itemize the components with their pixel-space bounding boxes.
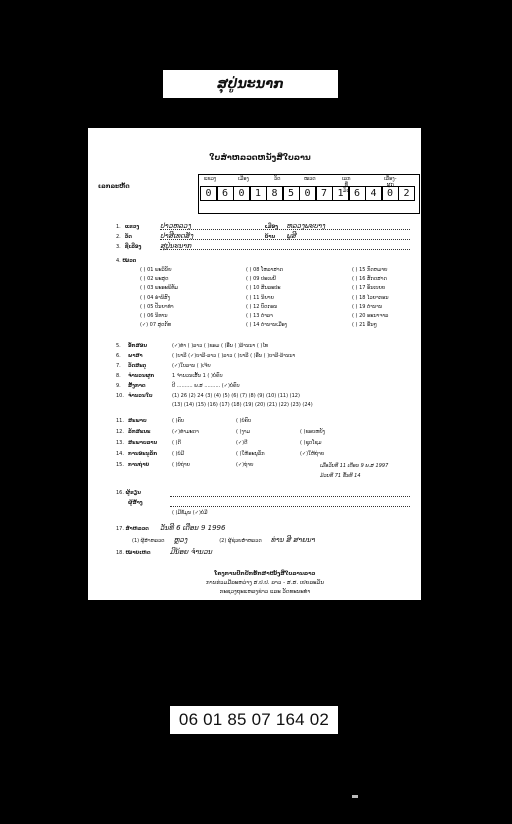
survey-row-num: 17. [116, 526, 124, 532]
field-value-2: ຫລວງພະບາງ [286, 222, 326, 230]
author-options: ( )ມີຂໍ້ມູນ (✓)ບໍ່ມີ [172, 510, 208, 516]
creator-line [170, 506, 410, 507]
field-value-2: ພູສີ [286, 232, 297, 240]
field-value: ສຸປູ່ນະນາກ [160, 242, 192, 250]
attribute-label: ຈໍານວນໃບ [128, 393, 153, 399]
author-line [170, 496, 410, 497]
author-row [116, 490, 141, 496]
field-value: ປາວຫລວງ [160, 222, 192, 230]
id-header-2: ວັດ [274, 176, 281, 182]
id-header-5: ເລື່ອງ-ຜູກ [384, 176, 397, 188]
id-digit-box: 4 [365, 186, 382, 201]
attribute-num: 9. [116, 383, 121, 389]
attribute-label: ອັກສອນ [128, 343, 147, 349]
survey-row [116, 524, 225, 532]
id-header-3: ໝວດ [304, 176, 316, 182]
field-line [160, 239, 410, 240]
category-option: ( ) 12 ບົດກອນ [246, 303, 278, 310]
form-title: ໃບສໍາຫລວດຫນັງສືໃບລານ [209, 153, 311, 162]
id-digit-box: 0 [233, 186, 250, 201]
id-header-4: ເລກທີ່ມັດ [342, 176, 351, 194]
condition-option: ( )ບໍ່ມີ [172, 451, 185, 457]
condition-option: (✓)ທໍາມະດາ [172, 429, 199, 435]
attribute-label: ສັງກາດ [128, 383, 146, 389]
condition-option: ( )ດີ [172, 440, 181, 446]
attribute-row-6 [116, 353, 295, 359]
remark-label: ໝາຍເຫດ [125, 550, 151, 556]
field-value: ປາສີເທດສັງ [160, 232, 194, 240]
condition-option: ( )ຊຸດໂຊມ [300, 440, 322, 446]
condition-label: ລັກສະນະ [128, 429, 151, 435]
category-option: ( ) 06 ນິທານ [140, 313, 168, 319]
category-option: ( ) 16 ສັກດສາດ [352, 276, 387, 283]
attribute-options: ປີ .......... ພ.ສ .......... (✓)ບໍ່ຄົບ [172, 383, 240, 389]
category-option: ( ) 02 ພະສູດ [140, 276, 169, 283]
attribute-options: ( )ບາລີ (✓)ບາລີ-ລາວ ( )ລາວ ( )ບາລີ ( )ອື່ນ ( )ບາລີ-ລ້ານນາ [172, 353, 296, 359]
category-option: ( ) 08 ໂຫລາສາດ [246, 267, 283, 273]
condition-option: (✓)ໃຫ້ຖ່າຍ [300, 451, 325, 457]
attribute-row-7 [116, 363, 211, 369]
condition-num: 12. [116, 429, 124, 435]
field-label-2: ບ້ານ [264, 234, 276, 240]
attribute-num: 6. [116, 353, 121, 359]
id-label: ເລກລະຫັດ [98, 183, 130, 190]
id-header-1: ເມືອງ [238, 176, 249, 182]
attribute-options: (✓)ໃບລານ ( )ເຈ້ຍ [172, 363, 211, 369]
attribute-num: 7. [116, 363, 121, 369]
condition-label: ການອະນຸລັກ [128, 451, 158, 457]
id-digit-box: 8 [266, 186, 283, 201]
attribute-options: (1) 26 (2) 24 (3) (4) (5) (6) (7) (8) (9) (10) (11) (12) [172, 393, 300, 399]
field-num: 2. [116, 234, 121, 240]
condition-label: ສະພາບ [128, 418, 147, 424]
id-digit-box: 1 [250, 186, 267, 201]
survey-label: ສໍາຫລວດ [125, 526, 149, 532]
condition-row-12 [116, 429, 364, 435]
condition-option: ( )ຂອບຫຍັງ [300, 429, 326, 435]
author-label: ຜູ້ຂຽນ [125, 490, 141, 496]
attribute-label: ຈໍານວນຜູກ [128, 373, 155, 379]
condition-option: ( )ບໍ່ຄົບ [236, 418, 252, 424]
id-digit-box: 7 [316, 186, 333, 201]
author-row-num: 16. [116, 490, 124, 496]
attribute-row-9 [116, 383, 240, 389]
condition-option: (✓)ດີ [236, 440, 248, 446]
condition-num: 11. [116, 418, 124, 424]
attribute-options: (✓)ທໍາ ( )ລາວ ( )ຂອມ ( )ອື່ນ ( )ລ້ານນາ ( )ໄທ [172, 343, 269, 349]
condition-row-15 [116, 462, 300, 468]
category-option: ( ) 14 ຕໍານານເມືອງ [246, 322, 288, 329]
footer-line-3: ກະຊວງຖະແຫລງຂ່າວ ແລະ ວັດທະນະທໍາ [219, 589, 311, 595]
condition-option: (✓)ຖ່າຍ [236, 462, 254, 468]
attribute-row-8 [116, 373, 223, 379]
top-title-label: ສຸປູ່ນະນາກ [163, 70, 338, 98]
footer-line-2: ການຮ່ວມມືລະຫວ່າງ ສ.ປ.ປ. ລາວ - ສ.ສ. ເຢຍລະມັນ [206, 580, 324, 586]
id-header-0: ແຂວງ [204, 176, 217, 182]
category-option: ( ) 11 ນິຍາຍ [246, 294, 274, 301]
category-option: ( ) 10 ສິນລະປະ [246, 285, 281, 292]
condition-option: ( )ງາມ [236, 429, 251, 435]
category-option: ( ) 01 ພະວິນັຍ [140, 267, 172, 273]
attribute-label: ວັດສະດຸ [128, 363, 147, 369]
attribute-label: ພາສາ [128, 353, 143, 359]
id-digit-box: 5 [283, 186, 300, 201]
surveyor-label: (1) ຜູ້ສໍາຫລວດ [132, 538, 165, 544]
category-option: ( ) 13 ຕໍາລາ [246, 313, 273, 319]
scan-speck [352, 795, 358, 798]
remark-value: ມີນ້ອຍ ຈໍານວນ [170, 548, 213, 556]
field-label-2: ເມືອງ [264, 224, 279, 230]
category-label: ໝວດ [122, 258, 137, 264]
condition-label: ສະພາບລານ [128, 440, 158, 446]
category-option: (✓) 07 ສູດກັທ [140, 322, 172, 329]
id-digit-box: 0 [382, 186, 399, 201]
field-num: 3. [116, 244, 121, 250]
id-digit-box: 0 [299, 186, 316, 201]
field-label: ວັດ [124, 234, 132, 240]
condition-row-14 [116, 451, 364, 457]
id-digit-box: 2 [398, 186, 415, 201]
condition-num: 15. [116, 462, 124, 468]
attribute-row-5 [116, 343, 268, 349]
condition-row-13 [116, 440, 364, 446]
creator-label: ຜູ້ສ້າງ [128, 500, 143, 506]
field-line [160, 229, 410, 230]
film-date: ເມື່ອວັນທີ 11 ເດືອນ 9 ພ.ສ 1997 [320, 463, 389, 469]
condition-num: 13. [116, 440, 124, 446]
category-heading: 4. ໝວດ [116, 258, 137, 264]
footer-line-1: ໂຄງການປົກປັກຮັກສາໜັງສືໃບລານລາວ [214, 571, 316, 577]
field-label: ແຂວງ [124, 224, 140, 230]
id-digit-box: 6 [217, 186, 234, 201]
manuscript-code-label: 06 01 85 07 164 02 [170, 706, 338, 734]
surveyor-name: ຫຼວງ [174, 536, 188, 544]
category-option: ( ) 03 ພະອະພິທັມ [140, 285, 179, 292]
condition-label: ການຖ່າຍ [128, 462, 150, 468]
attribute-num: 10. [116, 393, 124, 399]
condition-num: 14. [116, 451, 124, 457]
category-option: ( ) 18 ໄວຍາກອນ [352, 294, 389, 301]
category-option: ( ) 15 ກົດຫມາຍ [352, 267, 388, 273]
attribute-num: 8. [116, 373, 121, 379]
category-option: ( ) 05 ປັນຍາທໍາ [140, 303, 174, 310]
remark-row-num: 18. [116, 550, 124, 556]
condition-option: ( )ຄົບ [172, 418, 185, 424]
field-num: 1. [116, 224, 121, 230]
category-option: ( ) 04 ອໍານິສົງ [140, 294, 171, 301]
assistant-name: ທ່ານ ສີ ສາຍນາ [271, 536, 316, 544]
category-option: ( ) 21 ອື່ນໆ [352, 322, 377, 329]
category-option: ( ) 19 ຕໍານານ [352, 303, 383, 310]
field-label: ຊື່ເລື່ອງ [124, 244, 142, 250]
id-digit-box: 6 [349, 186, 366, 201]
remark-row [116, 548, 213, 556]
condition-option: ( )ບໍ່ຖ່າຍ [172, 462, 190, 468]
leaf-count-row-2: (13) (14) (15) (16) (17) (18) (19) (20) (21) (22) (23) (24) [172, 402, 313, 408]
attribute-num: 5. [116, 343, 121, 349]
category-option: ( ) 09 ປະເພນີ [246, 276, 276, 283]
surveyor-row [132, 536, 315, 544]
attribute-row-10 [116, 393, 300, 399]
id-digit-box: 0 [200, 186, 217, 201]
condition-row-11 [116, 418, 300, 424]
attribute-options: 1 ຈໍານວນເສັ້ນ 1 ( )ບໍ່ຄົບ [172, 373, 223, 379]
category-option: ( ) 20 ອະນາຈາລ [352, 313, 389, 319]
survey-date: ວັນທີ 6 ເດືອນ 9 1996 [160, 524, 226, 532]
category-option: ( ) 17 ອັນເບຍຍ [352, 285, 386, 292]
id-digit-box: 1 [332, 186, 349, 201]
field-line [160, 249, 410, 250]
condition-option: ( )ໃຫ້ອະນຸລັກ [236, 451, 265, 457]
film-reel: ມ້ວນທີ 71 ຂັ້ນທີ 14 [320, 473, 361, 479]
assistant-label: (2) ຜູ້ຊ່ວຍສໍາຫລວດ [219, 538, 262, 544]
